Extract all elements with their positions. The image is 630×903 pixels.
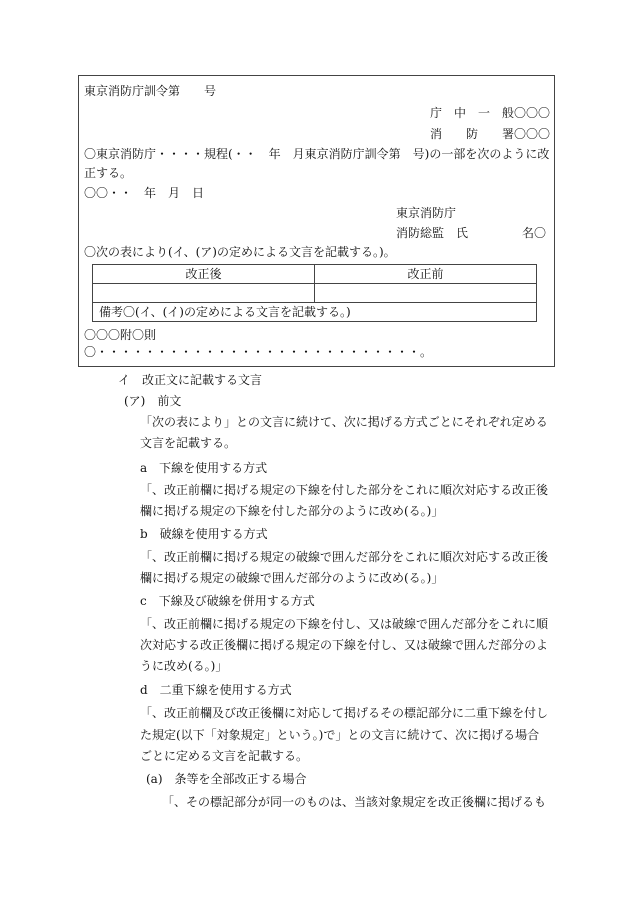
issue-date: 〇〇・・ 年 月 日 xyxy=(84,186,205,200)
column-header-after: 改正後 xyxy=(93,265,315,284)
preamble-line1: 「次の表により」との文言に続けて、次に掲げる方式ごとにそれぞれ定める xyxy=(140,415,548,429)
method-d-title: d 二重下線を使用する方式 xyxy=(140,683,292,697)
method-c-line3: うに改め(る。)」 xyxy=(140,659,228,673)
method-c-line2: 次対応する改正後欄に掲げる規定の下線を付し、又は破線で囲んだ部分のよ xyxy=(140,638,549,652)
table-note: 備考〇(イ、(イ)の定めによる文言を記載する。) xyxy=(93,303,537,322)
supplementary-provisions-body: 〇・・・・・・・・・・・・・・・・・・・・・・・・・・・。 xyxy=(84,345,433,359)
section-a-heading: (ア) 前文 xyxy=(124,394,182,408)
case-a-line1: 「、その標記部分が同一のものは、当該対象規定を改正後欄に掲げるも xyxy=(162,795,547,809)
method-a-line1: 「、改正前欄に掲げる規定の下線を付した部分をこれに順次対応する改正後 xyxy=(140,483,549,497)
revision-table xyxy=(92,264,537,322)
signatory-general-affairs: 庁 中 一 般〇〇〇 xyxy=(430,106,551,120)
supplementary-provisions-title: 〇〇〇附〇則 xyxy=(84,328,157,342)
issuing-organization: 東京消防庁 xyxy=(396,206,457,220)
method-d-line1: 「、改正前欄及び改正後欄に対応して掲げるその標記部分に二重下線を付し xyxy=(140,706,549,720)
method-c-title: c 下線及び破線を併用する方式 xyxy=(140,594,315,608)
signatory-fire-station: 消 防 署〇〇〇 xyxy=(430,127,551,141)
method-c-line1: 「、改正前欄に掲げる規定の下線を付し、又は破線で囲んだ部分をこれに順 xyxy=(140,617,549,631)
cell-after xyxy=(93,284,315,303)
amendment-text-line2: 正する。 xyxy=(84,166,133,180)
table-intro: 〇次の表により(イ、(ア)の定めによる文言を記載する。)。 xyxy=(84,245,396,259)
method-b-line1: 「、改正前欄に掲げる規定の破線で囲んだ部分をこれに順次対応する改正後 xyxy=(140,550,549,564)
method-b-line2: 欄に掲げる規定の破線で囲んだ部分のように改め(る。)」 xyxy=(140,571,444,585)
fire-chief-name: 名〇 xyxy=(522,226,547,240)
method-b-title: b 破線を使用する方式 xyxy=(140,527,268,541)
cell-before xyxy=(315,284,537,303)
column-header-before: 改正前 xyxy=(315,265,537,284)
amendment-text-line1: 〇東京消防庁・・・・規程(・・ 年 月東京消防庁訓令第 号)の一部を次のように改 xyxy=(84,147,550,161)
method-a-line2: 欄に掲げる規定の下線を付した部分のように改め(る。)」 xyxy=(140,504,444,518)
case-a-title: (a) 条等を全部改正する場合 xyxy=(146,772,307,786)
preamble-line2: 文言を記載する。 xyxy=(140,436,237,450)
method-d-line3: ごとに定める文言を記載する。 xyxy=(140,749,309,763)
method-a-title: a 下線を使用する方式 xyxy=(140,461,268,475)
section-i-heading: イ 改正文に記載する文言 xyxy=(118,373,263,387)
method-d-line2: た規定(以下「対象規定」という。)で」との文言に続けて、次に掲げる場合 xyxy=(140,728,540,742)
order-number: 東京消防庁訓令第 号 xyxy=(84,84,217,98)
fire-chief-title: 消防総監 氏 xyxy=(396,226,469,240)
